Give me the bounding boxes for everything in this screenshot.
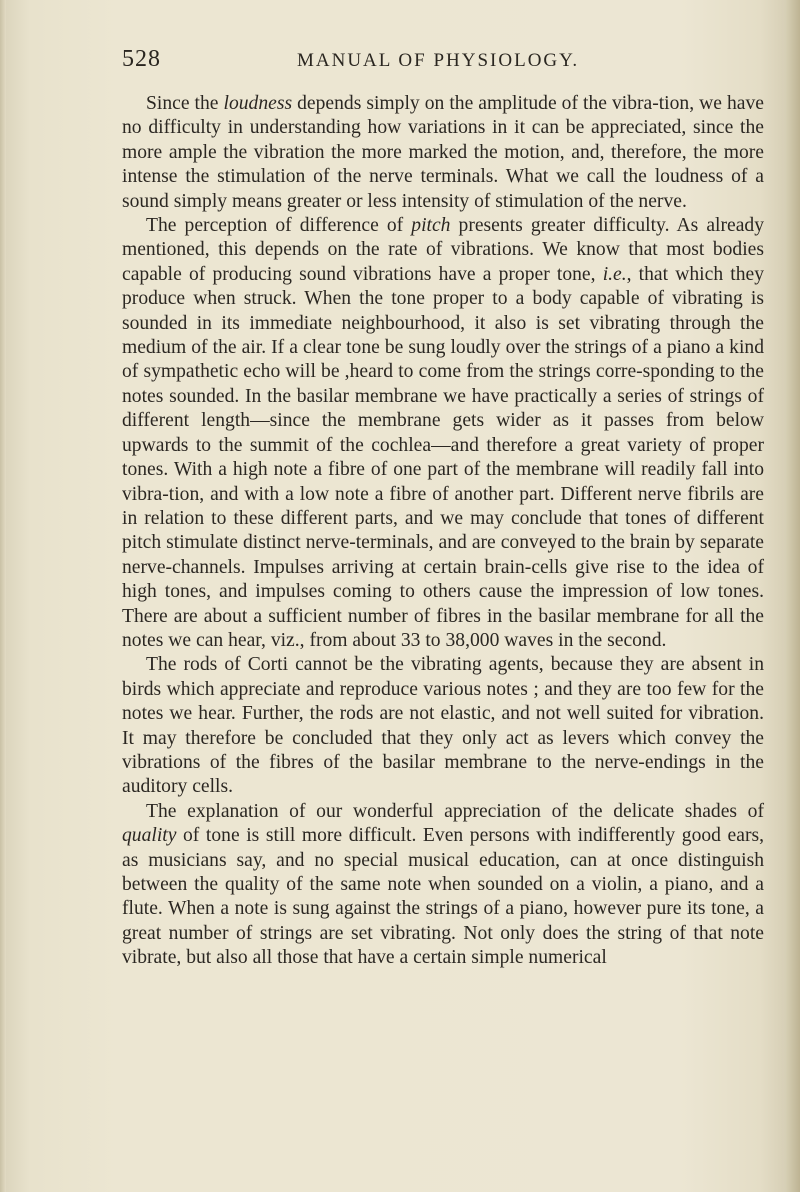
text-run: Since the bbox=[146, 93, 224, 114]
running-head: MANUAL OF PHYSIOLOGY. bbox=[297, 50, 580, 71]
paragraph bbox=[122, 214, 764, 653]
paragraph bbox=[122, 653, 764, 799]
italic-term: i.e. bbox=[602, 263, 627, 285]
text-run: The perception of difference of bbox=[146, 215, 412, 237]
page-number: 528 bbox=[122, 46, 161, 72]
text-run: of tone is still more difficult. Even persons with indifferently good ears, as musicians say, and no special musical education, can at once distinguish between the quality of the same note when sounded on a violin, a piano, and a flute. When a note is sung against the strings of a piano, however pure its tone, a great number of strings are set vibrating. Not only does the string of that note vibrate, but also all those that have a certain simple numerical bbox=[122, 825, 764, 969]
text-run: presents greater difficulty. As already mentioned, this depends on the rate of vibrations. We know that most bodies capable of producing sound vibrations have a proper tone, bbox=[122, 215, 764, 285]
page-header bbox=[122, 46, 764, 76]
italic-term: loudness bbox=[223, 93, 293, 114]
text-run: , that which they produce when struck. When the tone proper to a body capable of vibrating is sounded in its immediate neighbourhood, it also is set vibrating through the medium of the air. If a clear tone be sung loudly over the strings of a piano a kind of sympathetic echo will be ,heard to come from the strings corre-sponding to the notes sounded. In the basilar membrane we have practically a series of strings of different length—since the membrane gets wider as it passes from below upwards to the summit of the cochlea—and therefore a great variety of proper tones. With a high note a fibre of one part of the membrane will readily fall into vibra-tion, and with a low note a fibre of another part. Different nerve fibrils are in relation to these different parts, and we may conclude that tones of different pitch stimulate distinct nerve-terminals, and are conveyed to the brain by separate nerve-channels. Impulses arriving at certain brain-cells give rise to the idea of high tones, and impulses coming to others cause the impression of low tones. There are about a sufficient number of fibres in the basilar membrane for all the notes we can hear, viz., from about 33 to 38,000 waves in the second. bbox=[122, 263, 765, 651]
text-run: The rods of Corti cannot be the vibrating agents, because they are absent in birds which appreciate and reproduce various notes ; and they are too few for the notes we hear. Further, the rods are not elastic, and not well suited for vibration. It may therefore be concluded that they only act as levers which convey the vibrations of the fibres of the basilar membrane to the nerve-endings in the auditory cells. bbox=[122, 654, 764, 798]
italic-term: quality bbox=[122, 825, 177, 847]
body-text bbox=[122, 92, 764, 971]
paragraph bbox=[122, 800, 764, 971]
paragraph bbox=[122, 92, 764, 214]
page-right-edge bbox=[786, 0, 800, 1192]
text-run: The explanation of our wonderful appreciation of the delicate shades of bbox=[146, 800, 764, 822]
text-run: depends simply on the amplitude of the vibra-tion, we have no difficulty in understanding how variations in it can be appreciated, since the more ample the vibration the more marked the motion, and, therefore, the more intense the stimulation of the nerve terminals. What we call the loudness of a sound simply means greater or less intensity of stimulation of the nerve. bbox=[122, 93, 764, 212]
page-left-edge bbox=[0, 0, 6, 1192]
italic-term: pitch bbox=[411, 215, 451, 237]
